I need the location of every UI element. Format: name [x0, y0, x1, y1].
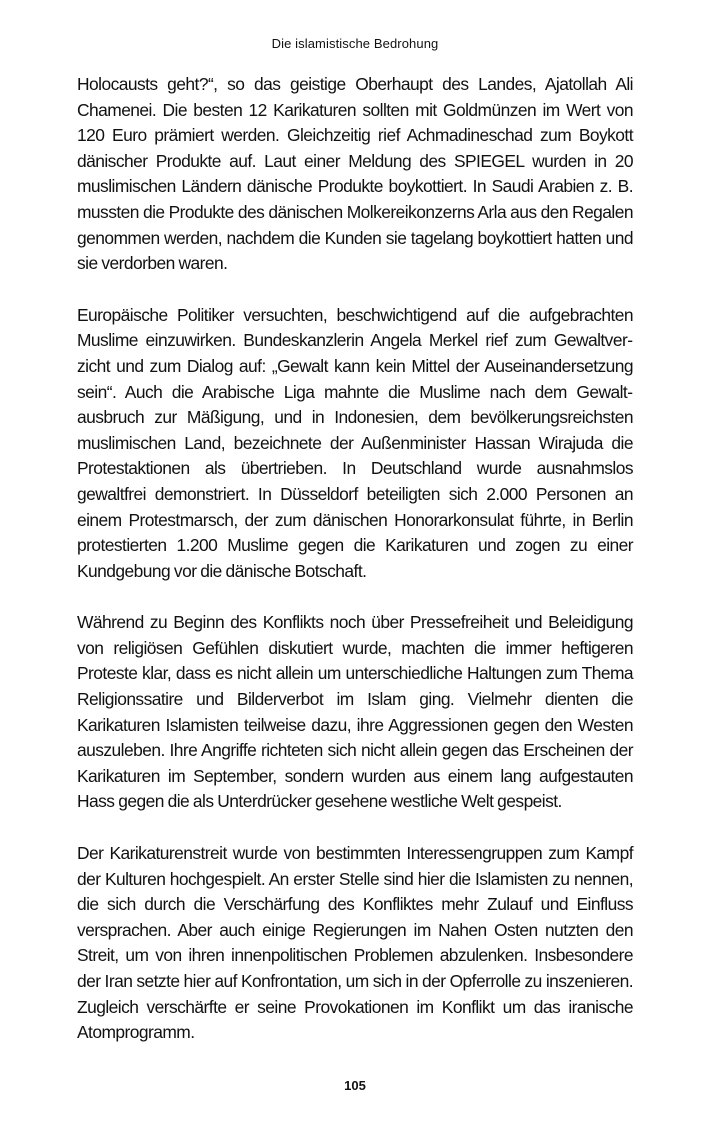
body-text — [77, 72, 633, 1072]
paragraph: Der Karikaturenstreit wurde von bestimmten Interessengruppen zum Kampf der Kulturen hochgespielt. An erster Stelle sind hier die Islamisten zu nennen, die sich durch die Verschärfung des Konfliktes mehr Zulauf und Einfluss versprachen. Aber auch einige Regierungen im Nahen Osten nutzten den Streit, um von ihren innenpolitischen Problemen abzulenken. Insbesondere der Iran setzte hier auf Konfrontation, um sich in der Opferrolle zu inszenieren. Zugleich verschärfte er seine Provokationen im Konflikt um das iranische Atomprogramm. — [77, 843, 633, 1043]
running-head: Die islamistische Bedrohung — [271, 36, 439, 51]
paragraph: Während zu Beginn des Konflikts noch über Pressefreiheit und Beleidigung von religiösen Gefühlen diskutiert wurde, machten die immer heftigeren Proteste klar, dass es nicht allein um unterschiedliche Haltungen zum Thema Religionssatire und Bilderverbot im Islam ging. Vielmehr dienten die Karikaturen Islamisten teilweise dazu, ihre Aggressionen gegen den Westen auszuleben. Ihre Angriffe richteten sich nicht allein gegen das Erscheinen der Karikaturen im September, sondern wurden aus einem lang aufgestauten Hass gegen die als Unterdrücker gesehene westliche Welt gespeist. — [77, 612, 633, 812]
paragraph: Holocausts geht?“, so das geistige Oberhaupt des Landes, Ajatollah Ali Chamenei. Die besten 12 Karikaturen sollten mit Goldmünzen im Wert von 120 Euro prämiert werden. Gleichzeitig rief Achmadineschad zum Boykott dänischer Produkte auf. Laut einer Meldung des SPIEGEL wurden in 20 muslimischen Ländern dänische Produkte boykottiert. In Saudi Arabien z. B. mussten die Produkte des dänischen Molkereikonzerns Arla aus den Regalen genommen werden, nachdem die Kunden sie tagelang boykottiert hatten und sie verdorben waren. — [77, 74, 633, 274]
page-number: 105 — [344, 1078, 366, 1093]
paragraph: Europäische Politiker versuchten, beschwichtigend auf die aufgebrachten Muslime einzuwirken. Bundeskanzlerin Angela Merkel rief zum Gewaltverzicht und zum Dialog auf: „Gewalt kann kein Mittel der Auseinandersetzung sein“. Auch die Arabische Liga mahnte die Muslime nach dem Gewaltausbruch zur Mäßigung, und in Indonesien, dem bevölkerungsreichsten muslimischen Land, bezeichnete der Außenminister Hassan Wirajuda die Protestaktionen als übertrieben. In Deutschland wurde ausnahmslos gewaltfrei demonstriert. In Düsseldorf beteiligten sich 2.000 Personen an einem Protestmarsch, der zum dänischen Honorarkonsulat führte, in Berlin protestierten 1.200 Muslime gegen die Karikaturen und zogen zu einer Kundgebung vor die dänische Botschaft. — [77, 304, 633, 581]
